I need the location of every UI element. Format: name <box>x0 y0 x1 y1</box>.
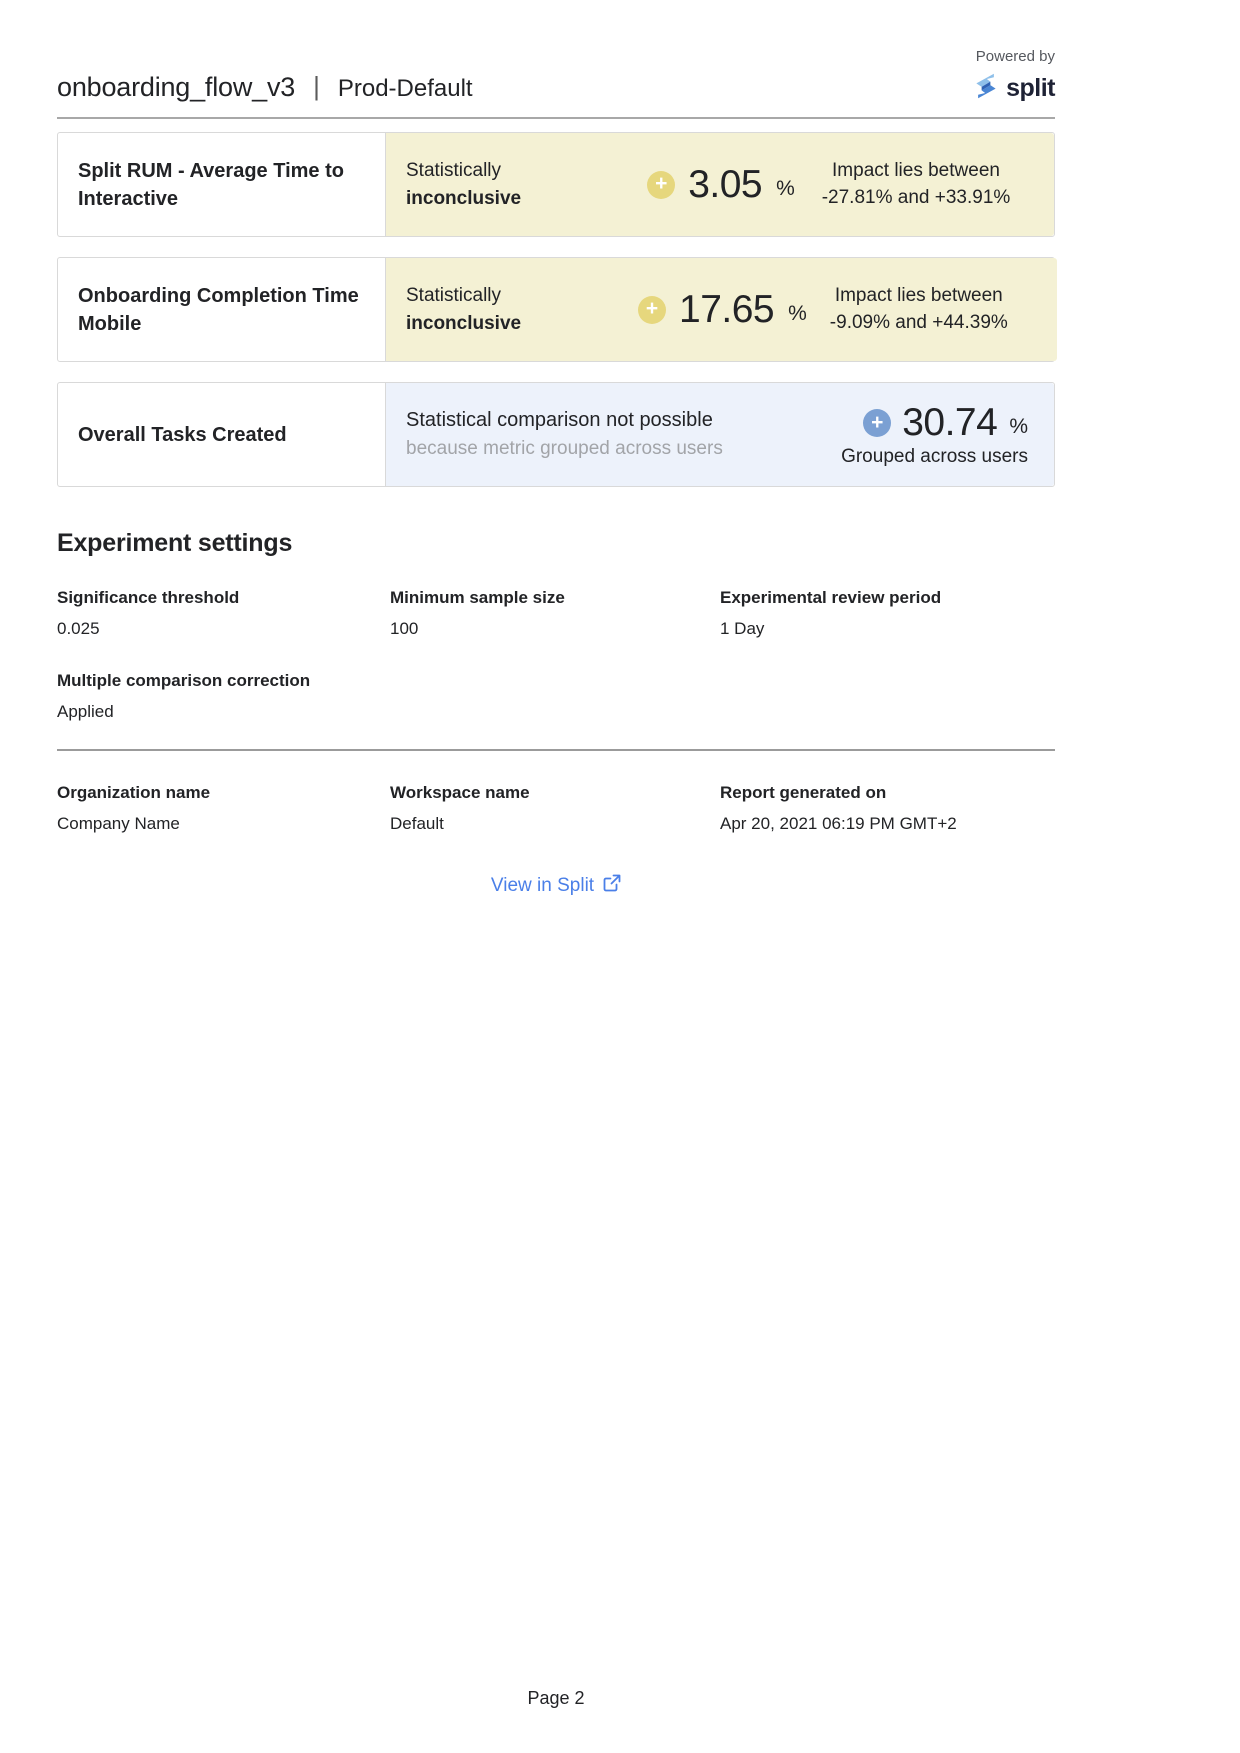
setting-item <box>720 588 1055 639</box>
info-item <box>57 783 390 834</box>
powered-by-label: Powered by <box>975 48 1055 65</box>
experiment-name: onboarding_flow_v3 <box>57 72 296 102</box>
impact-line1: Impact lies between <box>832 159 1000 181</box>
status-line2: inconclusive <box>406 312 522 334</box>
info-value: Apr 20, 2021 06:19 PM GMT+2 <box>720 814 957 833</box>
split-logo-icon <box>972 72 1000 105</box>
page-number: Page 2 <box>527 1688 585 1708</box>
metric-status <box>386 157 638 212</box>
metric-result-panel <box>386 133 1054 236</box>
info-item <box>720 783 1055 834</box>
report-title <box>57 72 473 105</box>
metric-name: Onboarding Completion Time Mobile <box>58 258 386 361</box>
setting-item <box>57 588 390 639</box>
metric-result-panel <box>386 383 1054 486</box>
impact-line2: -9.09% and +44.39% <box>829 311 1008 333</box>
metric-card <box>57 132 1055 237</box>
impact-line1: Impact lies between <box>834 284 1003 306</box>
impact-range <box>804 158 1054 212</box>
setting-value: 0.025 <box>57 619 100 638</box>
status-line2: inconclusive <box>406 187 522 209</box>
setting-label: Experimental review period <box>720 588 942 607</box>
setting-label: Significance threshold <box>57 588 240 607</box>
metric-value: 3.05 <box>688 162 763 206</box>
setting-value: Applied <box>57 702 114 721</box>
report-page <box>57 0 1055 1753</box>
setting-label: Multiple comparison correction <box>57 671 311 690</box>
setting-value: 100 <box>390 619 419 638</box>
metric-name: Overall Tasks Created <box>58 383 386 486</box>
report-header <box>57 0 1055 105</box>
setting-label: Minimum sample size <box>390 588 565 607</box>
info-label: Report generated on <box>720 783 887 802</box>
metric-status <box>386 405 841 464</box>
impact-range <box>807 283 1057 337</box>
metric-value-group <box>638 288 807 332</box>
external-link-icon <box>603 874 621 898</box>
report-info-grid <box>57 783 1055 834</box>
title-separator: | <box>313 71 320 101</box>
percent-sign: % <box>1009 415 1028 438</box>
metric-cards <box>57 132 1055 487</box>
status-line1: Statistical comparison not possible <box>406 409 713 432</box>
split-wordmark: split <box>1006 74 1055 102</box>
percent-sign: % <box>788 301 807 325</box>
setting-item <box>390 588 720 639</box>
environment-name: Prod-Default <box>337 75 473 102</box>
split-logo <box>972 72 1055 105</box>
metric-result-panel <box>386 258 1057 361</box>
metric-name: Split RUM - Average Time to Interactive <box>58 133 386 236</box>
status-line1: Statistically <box>406 284 502 306</box>
view-in-split-link[interactable] <box>491 874 621 898</box>
plus-icon: + <box>647 171 675 199</box>
info-item <box>390 783 720 834</box>
impact-line2: -27.81% and +33.91% <box>821 186 1011 208</box>
header-divider <box>57 117 1055 119</box>
metric-caption: Grouped across users <box>841 446 1028 467</box>
metric-card <box>57 382 1055 487</box>
status-line2: because metric grouped across users <box>406 438 723 460</box>
experiment-settings-title: Experiment settings <box>57 529 293 557</box>
metric-value-group <box>841 401 1054 468</box>
info-value: Default <box>390 814 444 833</box>
view-in-split-label: View in Split <box>490 875 595 896</box>
brand-block <box>972 48 1055 105</box>
metric-value-group <box>638 163 804 207</box>
info-label: Workspace name <box>390 783 530 802</box>
metric-value: 17.65 <box>679 287 775 331</box>
metric-card <box>57 257 1055 362</box>
experiment-settings-grid <box>57 588 1055 722</box>
setting-value: 1 Day <box>720 619 765 638</box>
plus-icon: + <box>638 296 666 324</box>
metric-status <box>386 282 638 337</box>
info-label: Organization name <box>57 783 211 802</box>
status-line1: Statistically <box>406 159 502 181</box>
metric-value: 30.74 <box>902 401 998 444</box>
info-value: Company Name <box>57 814 180 833</box>
section-divider <box>57 749 1055 751</box>
percent-sign: % <box>776 176 795 200</box>
link-row <box>57 874 1055 898</box>
plus-icon: + <box>863 409 891 437</box>
setting-item <box>57 671 390 722</box>
